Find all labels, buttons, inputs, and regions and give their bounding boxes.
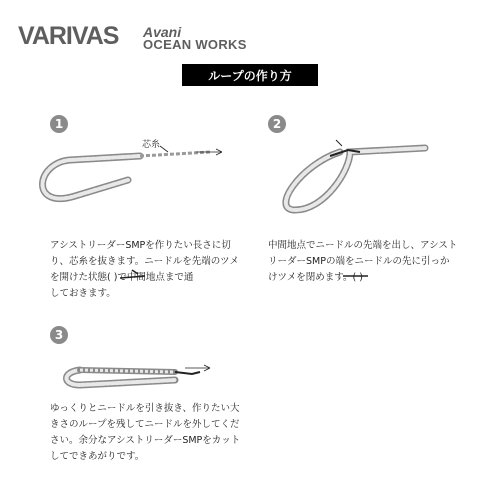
- step-3-badge: 3: [50, 326, 68, 344]
- step-3-illustration: [67, 365, 211, 385]
- step-1-text: アシストリーダーSMPを作りたい長さに切 り、芯糸を抜きます。ニードルを先端のツメ を開けた状態( )で中間地点まで通 しておきます。: [50, 240, 239, 299]
- step-1-badge: 1: [50, 115, 68, 133]
- core-thread-label: 芯糸: [142, 140, 161, 150]
- step-2-text: 中間地点でニードルの先端を出し、アシスト リーダーSMPの端をニードルの先に引っか けツメを閉めます。( ): [268, 240, 458, 283]
- step-3-text: ゆっくりとニードルを引き抜き、作りたい大 きさのループを残してニードルを外してくだ さい。余分なアシストリーダーSMPをカット してできあがりです。: [50, 403, 241, 462]
- varivas-logo: VARIVAS: [18, 22, 119, 50]
- avani-logo: Avani: [143, 24, 182, 40]
- step-2-badge: 2: [268, 115, 286, 133]
- ocean-works-logo: OCEAN WORKS: [143, 37, 247, 52]
- step-2-illustration: [286, 140, 425, 210]
- page-title: ループの作り方: [182, 64, 318, 86]
- step-1-illustration: [43, 146, 223, 199]
